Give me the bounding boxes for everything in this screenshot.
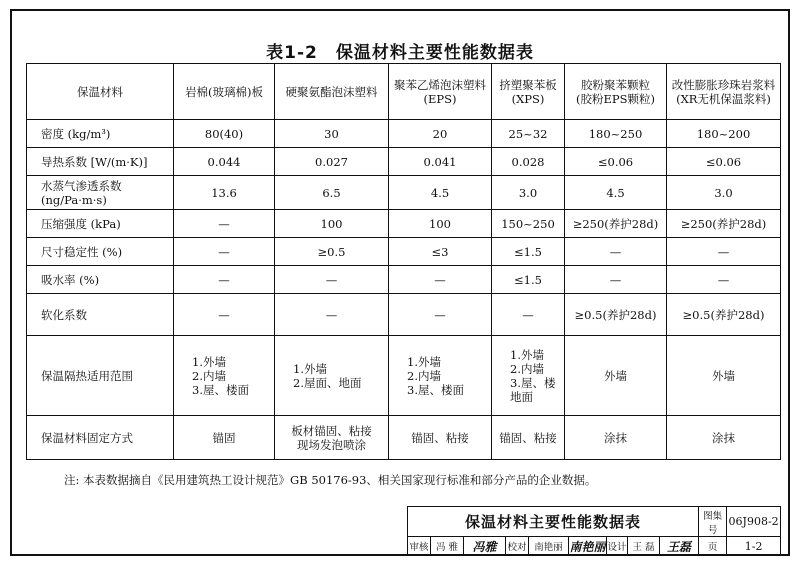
footnote: 注: 本表数据摘自《民用建筑热工设计规范》GB 50176-93、相关国家现行标准和部分产品的企业数据。 <box>64 473 597 487</box>
table-cell-line: 2.内墙 <box>510 361 544 376</box>
table-number: 表1-2 <box>266 43 318 63</box>
table-cell-line: ≥0.5(养护28d) <box>574 307 657 322</box>
table-cell <box>275 416 389 460</box>
table-cell-line: 地面 <box>510 389 533 404</box>
table-cell-line: 2.内墙 <box>407 368 441 383</box>
table-cell-line: — <box>609 272 622 287</box>
table-cell-line: ≤0.06 <box>597 154 634 169</box>
table-row <box>27 148 781 176</box>
table-cell-line: — <box>717 244 730 259</box>
row-label <box>27 238 174 266</box>
table-cell <box>275 294 389 336</box>
table-row <box>27 238 781 266</box>
table-cell <box>389 294 492 336</box>
column-header <box>565 64 667 120</box>
header-row <box>27 64 781 120</box>
row-label <box>27 416 174 460</box>
column-header-line: 聚苯乙烯泡沫塑料 <box>394 77 486 92</box>
column-header-line: 胶粉聚苯颗粒 <box>581 77 650 92</box>
column-header <box>667 64 781 120</box>
table-cell-line: 180~200 <box>696 126 751 141</box>
table-cell-line: ≤1.5 <box>514 272 542 287</box>
column-header-line: (XPS) <box>511 91 545 106</box>
reviewer-name: 冯 雅 <box>431 537 464 556</box>
row-label-line: 保温隔热适用范围 <box>41 368 133 383</box>
table-row <box>27 210 781 238</box>
table-cell-line: 13.6 <box>211 185 237 200</box>
title-block-title: 保温材料主要性能数据表 <box>408 507 699 537</box>
table-cell <box>275 148 389 176</box>
table-cell-line: 0.028 <box>511 154 545 169</box>
reviewer-signature: 冯雅 <box>464 537 506 556</box>
checker-signature: 南艳丽 <box>569 537 607 556</box>
table-cell-line: 4.5 <box>606 185 625 200</box>
column-header-line: 硬聚氨酯泡沫塑料 <box>285 84 378 99</box>
table-cell <box>565 210 667 238</box>
table-cell-line: 180~250 <box>588 126 643 141</box>
atlas-label: 图集号 <box>699 507 727 537</box>
table-cell-line: 1.外墙 <box>510 347 544 362</box>
table-cell <box>389 238 492 266</box>
column-header <box>389 64 492 120</box>
table-cell-line: ≤1.5 <box>514 244 542 259</box>
table-cell <box>667 336 781 416</box>
table-cell-line: — <box>325 272 338 287</box>
table-cell <box>667 210 781 238</box>
table-cell <box>492 148 565 176</box>
table-cell-line: 3.屋、楼面 <box>192 382 249 397</box>
table-cell-line: 涂抹 <box>604 430 627 445</box>
table-cell <box>389 416 492 460</box>
row-label <box>27 120 174 148</box>
row-label-line: 保温材料固定方式 <box>41 430 133 445</box>
row-label <box>27 336 174 416</box>
table-cell-line: 3.0 <box>714 185 733 200</box>
table-cell-line: — <box>609 244 622 259</box>
table-cell <box>275 336 389 416</box>
table-cell <box>667 266 781 294</box>
table-cell-line: 锚固 <box>212 430 236 445</box>
table-cell <box>492 294 565 336</box>
title-block <box>407 506 781 556</box>
table-cell-line: 6.5 <box>322 185 341 200</box>
table-cell <box>492 266 565 294</box>
column-header-line: 保温材料 <box>77 84 123 99</box>
table-cell <box>275 238 389 266</box>
table-row <box>27 336 781 416</box>
table-cell <box>667 416 781 460</box>
table-cell <box>565 120 667 148</box>
table-cell <box>667 294 781 336</box>
table-cell <box>565 336 667 416</box>
table-cell-line: 锚固、粘接 <box>411 430 469 445</box>
table-cell-line: 2.内墙 <box>192 368 226 383</box>
table-cell-line: 1.外墙 <box>407 354 441 369</box>
row-label-line: 吸水率 (%) <box>41 272 100 287</box>
table-cell-line: ≤3 <box>431 244 449 259</box>
table-cell <box>565 416 667 460</box>
table-cell <box>492 210 565 238</box>
column-header-line: (胶粉EPS颗粒) <box>576 91 655 106</box>
column-header-line: 挤塑聚苯板 <box>499 77 557 92</box>
table-cell-line: ≥250(养护28d) <box>572 216 659 231</box>
table-cell <box>174 238 275 266</box>
table-cell-line: — <box>218 244 230 259</box>
table-cell-line: 3.屋、楼 <box>510 375 556 390</box>
column-header-line: 岩棉(玻璃棉)板 <box>185 84 263 99</box>
table-cell <box>174 176 275 210</box>
row-label-line: (ng/Pa·m·s) <box>41 192 107 207</box>
table-cell <box>174 416 275 460</box>
table-cell-line: — <box>717 272 730 287</box>
row-label <box>27 266 174 294</box>
check-label: 校对 <box>506 537 529 556</box>
table-cell-line: 外墙 <box>604 368 627 383</box>
designer-name: 王 磊 <box>628 537 660 556</box>
table-cell <box>565 238 667 266</box>
review-label: 审核 <box>408 537 431 556</box>
table-cell <box>492 238 565 266</box>
table-cell-line: — <box>522 307 534 322</box>
table-row <box>27 266 781 294</box>
column-header-line: (EPS) <box>423 91 457 106</box>
table-cell-line: 20 <box>432 126 448 141</box>
table-cell-line: 150~250 <box>501 216 555 231</box>
row-label <box>27 294 174 336</box>
row-label <box>27 176 174 210</box>
row-label-line: 导热系数 [W/(m·K)] <box>41 154 148 169</box>
row-label-line: 软化系数 <box>41 307 87 322</box>
column-header-line: (XR无机保温浆料) <box>676 91 771 106</box>
table-cell-line: 30 <box>324 126 339 141</box>
table-cell <box>667 148 781 176</box>
designer-signature: 王磊 <box>660 537 699 556</box>
table-cell-line: 现场发泡喷涂 <box>297 437 366 452</box>
table-cell-line: — <box>434 307 446 322</box>
table-row <box>27 120 781 148</box>
column-header-line: 改性膨胀珍珠岩浆料 <box>671 77 776 92</box>
table-cell <box>492 176 565 210</box>
table-cell-line: — <box>218 216 230 231</box>
table-cell-line: 外墙 <box>712 368 735 383</box>
table-cell-line: 板材锚固、粘接 <box>291 423 372 438</box>
column-header <box>174 64 275 120</box>
table-cell-line: 0.041 <box>423 154 457 169</box>
table-cell <box>174 120 275 148</box>
table-cell <box>174 336 275 416</box>
table-cell <box>174 294 275 336</box>
table-cell <box>275 176 389 210</box>
table-cell <box>565 148 667 176</box>
table-cell <box>667 238 781 266</box>
table-cell <box>667 120 781 148</box>
row-label-line: 密度 (kg/m³) <box>41 126 111 141</box>
table-cell-line: 0.044 <box>207 154 241 169</box>
table-cell <box>565 294 667 336</box>
row-label-line: 尺寸稳定性 (%) <box>41 244 123 259</box>
table-cell-line: 0.027 <box>315 154 348 169</box>
table-title: 保温材料主要性能数据表 <box>335 43 534 63</box>
table-cell <box>275 120 389 148</box>
atlas-number: 06J908-2 <box>727 507 781 537</box>
table-cell-line: — <box>218 272 230 287</box>
table-cell <box>389 336 492 416</box>
table-cell-line: 1.外墙 <box>293 361 327 376</box>
table-row <box>27 294 781 336</box>
table-cell <box>389 148 492 176</box>
table-cell <box>565 176 667 210</box>
table-cell-line: — <box>218 307 230 322</box>
table-cell-line: — <box>434 272 446 287</box>
checker-name: 南艳丽 <box>529 537 569 556</box>
table-cell-line: — <box>325 307 338 322</box>
table-cell-line: 3.0 <box>518 185 538 200</box>
table-cell <box>174 210 275 238</box>
table-cell <box>389 176 492 210</box>
table-cell <box>275 266 389 294</box>
data-table <box>26 63 781 460</box>
table-cell-line: 25~32 <box>508 126 548 141</box>
table-cell-line: 2.屋面、地面 <box>293 375 362 390</box>
table-cell <box>389 266 492 294</box>
table-cell <box>275 210 389 238</box>
row-label-line: 压缩强度 (kPa) <box>41 216 121 231</box>
table-cell-line: 1.外墙 <box>192 354 226 369</box>
column-header <box>27 64 174 120</box>
table-cell-line: 锚固、粘接 <box>499 430 557 445</box>
table-cell <box>174 148 275 176</box>
table-cell-line: 100 <box>320 216 343 231</box>
table-cell <box>389 120 492 148</box>
table-cell-line: 4.5 <box>430 185 450 200</box>
row-label-line: 水蒸气渗透系数 <box>41 178 122 193</box>
table-cell <box>492 336 565 416</box>
table-cell-line: ≥0.5 <box>317 244 346 259</box>
table-cell-line: 涂抹 <box>712 430 735 445</box>
table-row <box>27 176 781 210</box>
table-cell <box>389 210 492 238</box>
table-cell <box>667 176 781 210</box>
table-cell <box>492 416 565 460</box>
table-cell-line: ≤0.06 <box>705 154 742 169</box>
table-cell <box>565 266 667 294</box>
page-number: 1-2 <box>727 537 781 556</box>
table-row <box>27 416 781 460</box>
row-label <box>27 148 174 176</box>
table-cell-line: ≥250(养护28d) <box>680 216 767 231</box>
column-header <box>275 64 389 120</box>
page-title <box>0 38 800 63</box>
table-cell <box>492 120 565 148</box>
table-cell-line: 3.屋、楼面 <box>407 382 464 397</box>
row-label <box>27 210 174 238</box>
page-label: 页 <box>699 537 727 556</box>
table-cell <box>174 266 275 294</box>
table-cell-line: ≥0.5(养护28d) <box>682 307 765 322</box>
table-cell-line: 80(40) <box>204 126 244 141</box>
table-cell-line: 100 <box>429 216 451 231</box>
design-label: 设计 <box>607 537 628 556</box>
column-header <box>492 64 565 120</box>
